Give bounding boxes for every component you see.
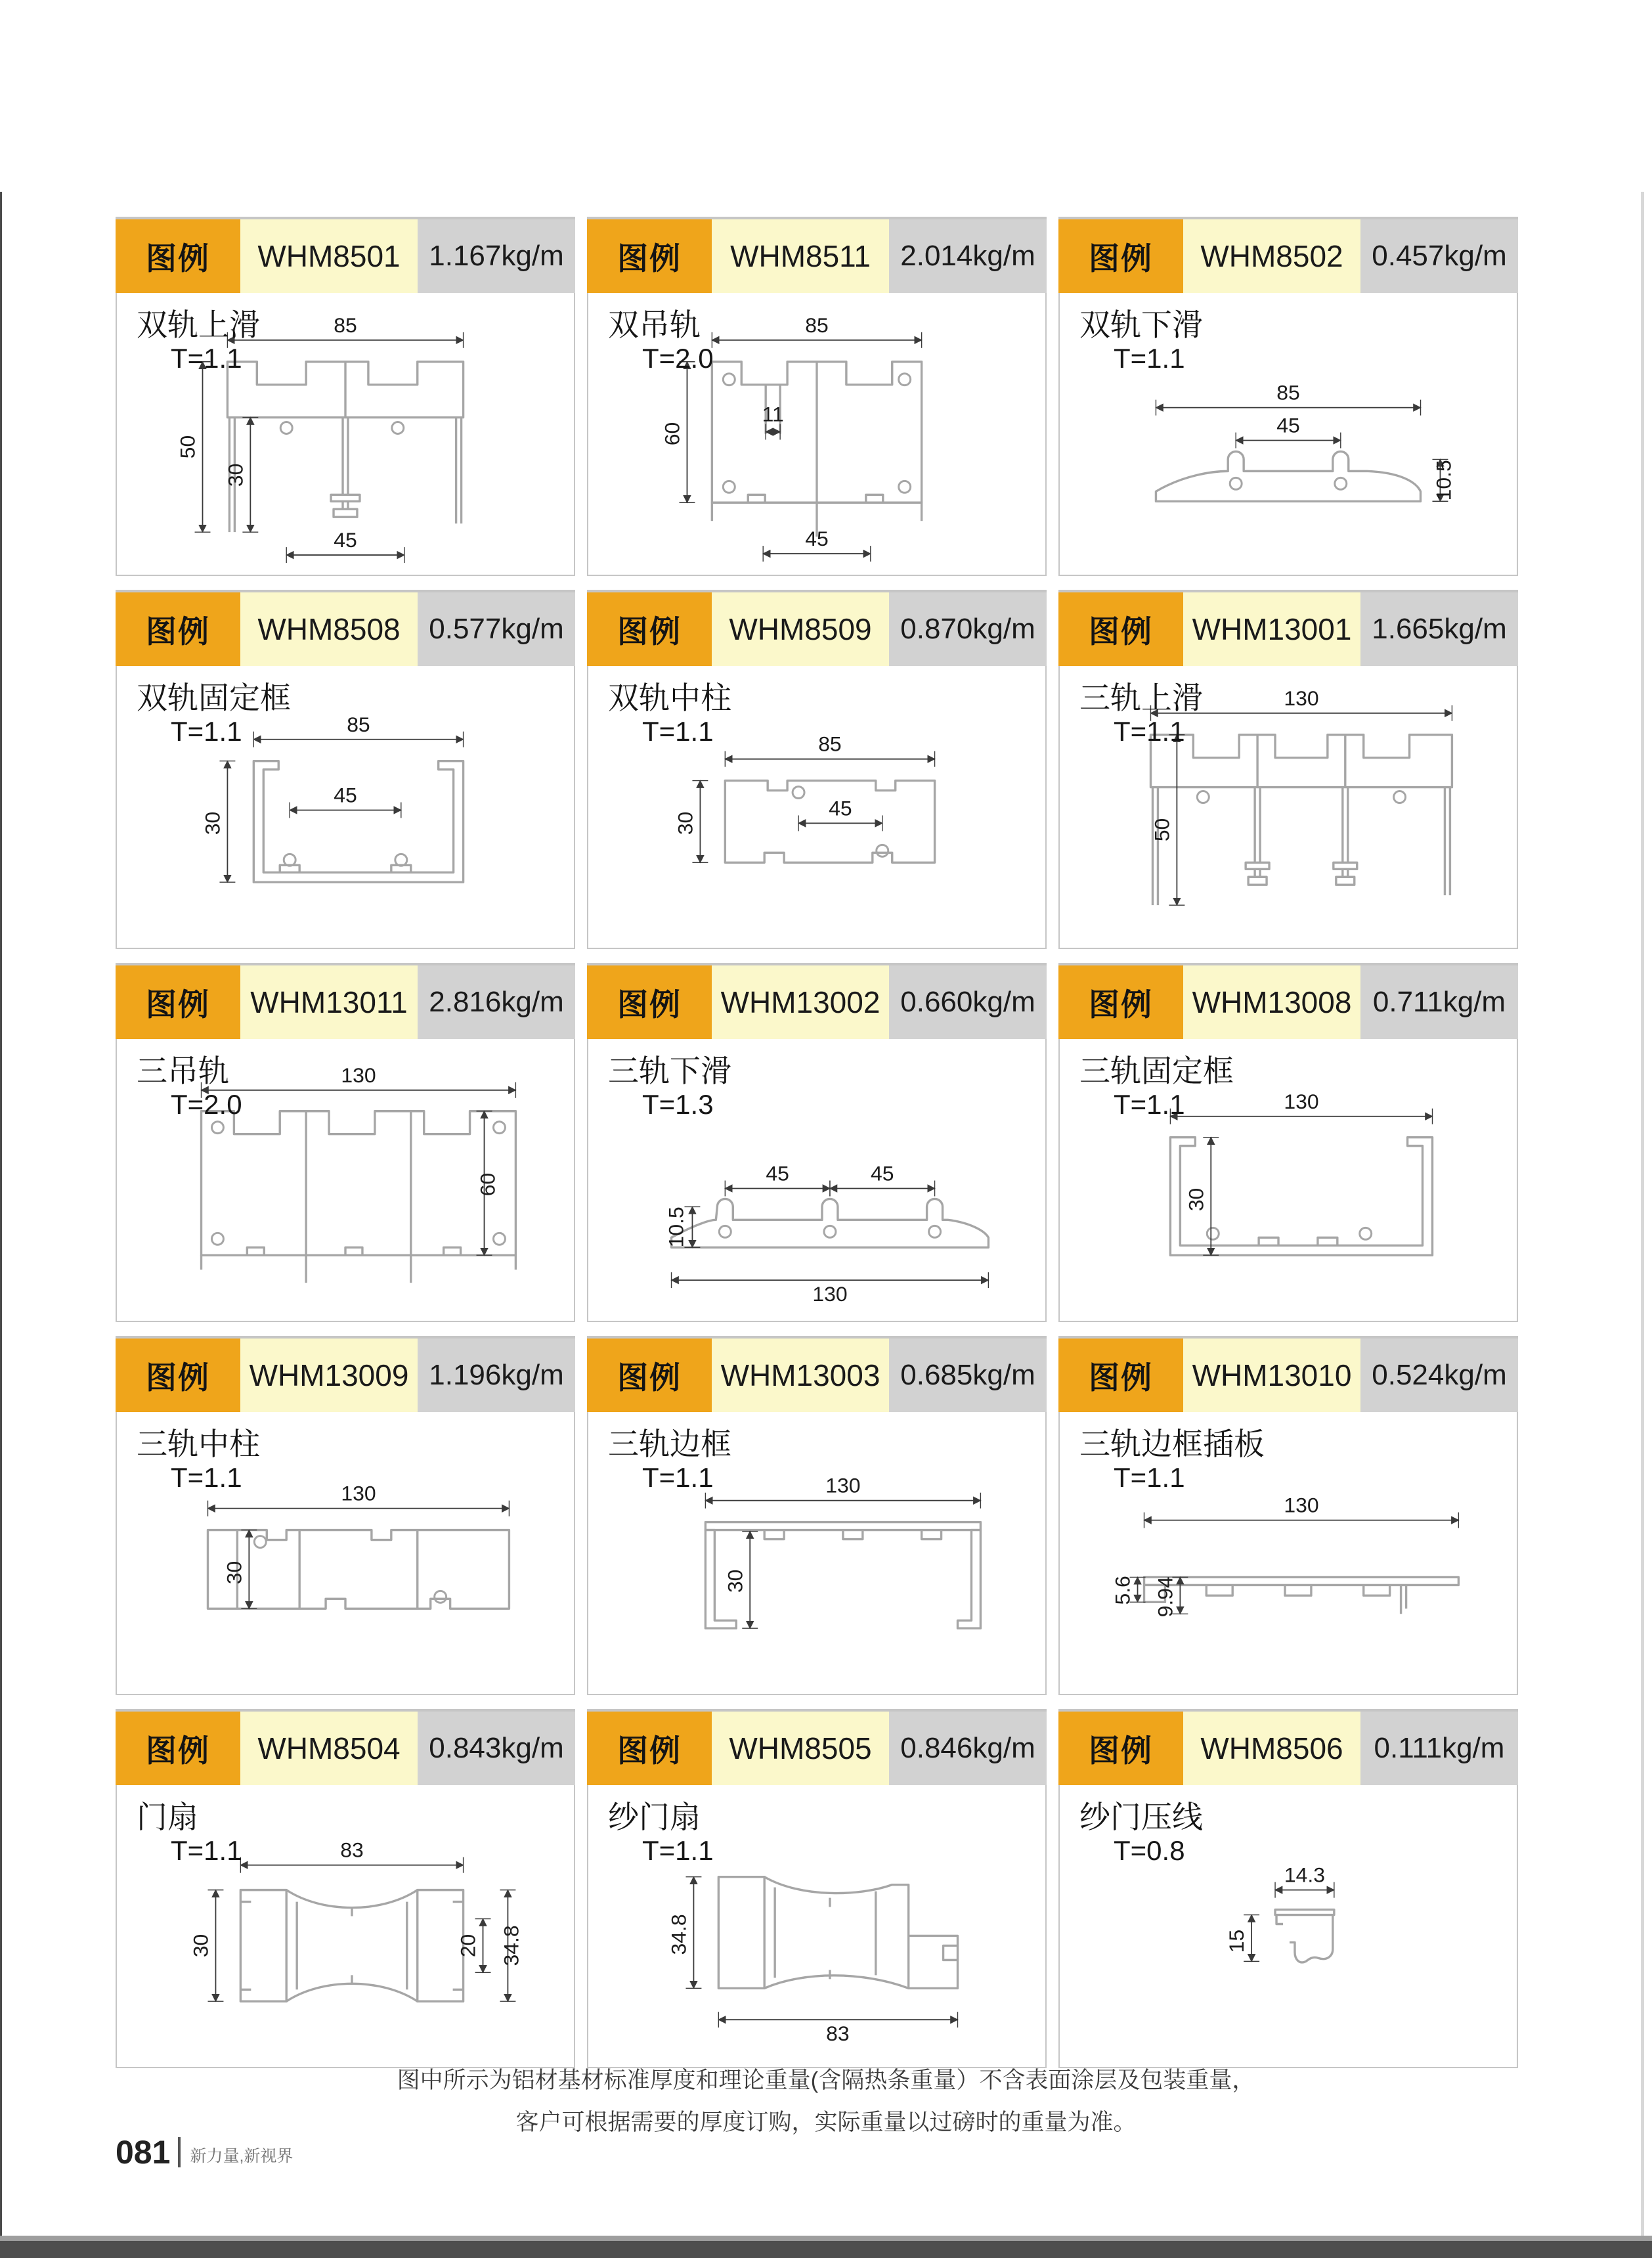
weight-value: 0.843kg/m (418, 1712, 575, 1785)
profile-outline (1290, 1915, 1333, 1962)
profile-cell (1058, 590, 1518, 948)
thickness-value: T=1.1 (642, 1462, 714, 1493)
profile-cell (116, 590, 575, 948)
dimension-label: 45 (805, 527, 829, 551)
legend-badge: 图例 (116, 1339, 240, 1412)
weight-value: 0.524kg/m (1360, 1339, 1518, 1412)
dimension-label: 50 (175, 435, 200, 459)
legend-badge: 图例 (1058, 592, 1183, 666)
cell-header (1058, 1336, 1518, 1412)
profile-outline (1246, 862, 1269, 869)
dimension-label: 34.8 (666, 1914, 691, 1955)
dimension-label: 30 (200, 811, 225, 835)
profile-name: 三轨固定框 (1079, 1053, 1234, 1088)
dimension-label: 45 (334, 528, 357, 552)
weight-value: 2.014kg/m (889, 219, 1047, 293)
profile-outline (334, 509, 357, 517)
footer-note (0, 2060, 1652, 2144)
dimension-label: 45 (1276, 413, 1300, 437)
cell-body (587, 1039, 1047, 1322)
product-code: WHM8504 (240, 1712, 418, 1785)
product-code: WHM13011 (240, 965, 418, 1039)
dimension-label: 83 (340, 1838, 364, 1862)
profile-name: 双轨中柱 (608, 680, 731, 715)
profile-outline (705, 1522, 980, 1530)
product-code: WHM8505 (712, 1712, 889, 1785)
cell-header (116, 963, 575, 1039)
profile-outline (672, 1199, 989, 1247)
profile-outline (1334, 862, 1357, 869)
cell-header (587, 1336, 1047, 1412)
dimension-label: 20 (456, 1934, 480, 1958)
dimension-label: 34.8 (499, 1925, 523, 1966)
weight-value: 0.685kg/m (889, 1339, 1047, 1412)
profile-cell (116, 1709, 575, 2067)
profile-outline (1336, 877, 1355, 885)
weight-value: 2.816kg/m (418, 965, 575, 1039)
thickness-value: T=1.1 (1114, 1089, 1185, 1120)
cell-body (587, 666, 1047, 949)
weight-value: 1.665kg/m (1360, 592, 1518, 666)
page-edge-right (1641, 192, 1644, 2241)
cell-header (116, 217, 575, 293)
profile-cell (1058, 963, 1518, 1321)
page-number: 081 (116, 2134, 171, 2171)
profile-outline (958, 1530, 981, 1629)
weight-value: 1.196kg/m (418, 1339, 575, 1412)
cell-body (1058, 1412, 1518, 1695)
profile-name: 双轨下滑 (1079, 307, 1203, 342)
dimension-label: 130 (812, 1282, 848, 1306)
thickness-value: T=1.1 (1114, 1462, 1185, 1493)
dimension-label: 9.94 (1153, 1576, 1177, 1618)
dimension-label: 14.3 (1284, 1863, 1325, 1887)
dimension-label: 30 (1184, 1187, 1208, 1212)
dimension-label: 85 (818, 732, 842, 756)
thickness-value: T=1.1 (171, 343, 242, 374)
thickness-value: T=0.8 (1114, 1835, 1185, 1866)
dimension-label: 15 (1225, 1929, 1249, 1953)
profile-outline (207, 1530, 509, 1609)
product-code: WHM13002 (712, 965, 889, 1039)
cell-header (116, 590, 575, 666)
legend-badge: 图例 (116, 1712, 240, 1785)
cell-body (116, 1039, 575, 1322)
product-code: WHM8509 (712, 592, 889, 666)
cell-body (1058, 1785, 1518, 2068)
cell-header (116, 1336, 575, 1412)
dimension-label: 10.5 (664, 1206, 688, 1248)
dimension-label: 45 (334, 783, 357, 807)
profile-name: 双轨上滑 (137, 307, 260, 342)
weight-value: 1.167kg/m (418, 219, 575, 293)
cell-body (587, 1412, 1047, 1695)
weight-value: 0.577kg/m (418, 592, 575, 666)
dimension-label: 83 (826, 2022, 850, 2046)
profile-cell (587, 217, 1047, 575)
profile-outline (764, 1976, 908, 1988)
product-code: WHM13008 (1183, 965, 1360, 1039)
weight-value: 0.660kg/m (889, 965, 1047, 1039)
thickness-value: T=1.1 (642, 1835, 714, 1866)
product-code: WHM13009 (240, 1339, 418, 1412)
legend-badge: 图例 (1058, 965, 1183, 1039)
thickness-value: T=2.0 (642, 343, 714, 374)
cell-header (1058, 963, 1518, 1039)
thickness-value: T=1.1 (1114, 716, 1185, 747)
cell-header (1058, 590, 1518, 666)
clip-circle (280, 422, 292, 434)
profile-outline (1276, 1915, 1283, 1924)
legend-badge: 图例 (1058, 1712, 1183, 1785)
profile-cell (587, 590, 1047, 948)
legend-badge: 图例 (587, 592, 712, 666)
profile-outline (843, 1530, 863, 1539)
profile-outline (922, 1530, 942, 1539)
profile-outline (1248, 877, 1267, 885)
cell-body (587, 1785, 1047, 2068)
profile-cell (1058, 217, 1518, 575)
dimension-label: 130 (825, 1473, 861, 1497)
legend-badge: 图例 (587, 1712, 712, 1785)
profile-name: 纱门压线 (1079, 1800, 1203, 1834)
thickness-value: T=1.1 (642, 716, 714, 747)
thickness-value: T=1.1 (171, 1835, 242, 1866)
dimension-label: 30 (222, 1561, 246, 1585)
dimension-label: 60 (475, 1172, 500, 1197)
cell-body (116, 293, 575, 576)
clip-circle (392, 422, 404, 434)
clip-circle (1207, 1228, 1219, 1239)
profile-outline (331, 495, 360, 501)
profile-cell (1058, 1336, 1518, 1694)
cell-body (587, 293, 1047, 576)
dimension-label: 30 (223, 463, 248, 487)
cell-body (116, 1785, 575, 2068)
profile-outline (240, 1890, 286, 2002)
dimension-label: 130 (1284, 1493, 1319, 1517)
dimension-label: 130 (341, 1063, 376, 1087)
cell-body (116, 1412, 575, 1695)
cell-body (1058, 1039, 1518, 1322)
profile-name: 三轨上滑 (1079, 680, 1203, 715)
profile-outline (725, 781, 934, 863)
profile-outline (1285, 1585, 1311, 1595)
dimension-label: 130 (1284, 1089, 1319, 1113)
thickness-value: T=2.0 (171, 1089, 242, 1120)
profile-name: 三轨中柱 (137, 1427, 260, 1461)
profile-name: 三轨边框 (608, 1427, 731, 1461)
profile-cell (116, 963, 575, 1321)
cell-header (587, 963, 1047, 1039)
profile-cell (116, 217, 575, 575)
legend-badge: 图例 (116, 219, 240, 293)
profile-name: 三吊轨 (137, 1053, 229, 1088)
legend-badge: 图例 (1058, 1339, 1183, 1412)
profile-name: 双吊轨 (608, 307, 701, 342)
product-code: WHM8501 (240, 219, 418, 293)
product-code: WHM13003 (712, 1339, 889, 1412)
cell-header (587, 217, 1047, 293)
dimension-label: 130 (1284, 686, 1319, 710)
profile-outline (1364, 1585, 1390, 1595)
thickness-value: T=1.1 (1114, 343, 1185, 374)
thickness-value: T=1.3 (642, 1089, 714, 1120)
clip-circle (1197, 791, 1209, 803)
dimension-label: 30 (723, 1569, 747, 1593)
thickness-value: T=1.1 (171, 716, 242, 747)
dimension-label: 30 (188, 1934, 213, 1958)
cell-body (1058, 293, 1518, 576)
dimension-label: 45 (829, 796, 852, 820)
profile-outline (764, 1877, 908, 1936)
profile-outline (1144, 1577, 1459, 1585)
dimension-label: 85 (1276, 380, 1300, 405)
profile-name: 门扇 (137, 1800, 198, 1834)
weight-value: 0.870kg/m (889, 592, 1047, 666)
footer-divider (178, 2137, 181, 2167)
cell-header (116, 1709, 575, 1785)
legend-badge: 图例 (587, 1339, 712, 1412)
footer-note-line2: 客户可根据需要的厚度订购，实际重量以过磅时的重量为准。 (515, 2110, 1137, 2135)
dimension-label: 30 (673, 811, 697, 835)
profile-outline (764, 1530, 784, 1539)
dimension-label: 10.5 (1431, 460, 1456, 501)
product-code: WHM8506 (1183, 1712, 1360, 1785)
page-footer (116, 2133, 293, 2171)
profile-cell (587, 963, 1047, 1321)
profile-outline (1156, 451, 1420, 501)
dimension-label: 5.6 (1110, 1576, 1135, 1605)
cell-body (116, 666, 575, 949)
cell-body (1058, 666, 1518, 949)
clip-circle (1394, 791, 1406, 803)
profile-name: 纱门扇 (608, 1800, 701, 1834)
product-code: WHM13001 (1183, 592, 1360, 666)
product-code: WHM8502 (1183, 219, 1360, 293)
profile-outline (286, 1983, 418, 2001)
page-tagline: 新力量,新视界 (190, 2147, 293, 2165)
product-code: WHM13010 (1183, 1339, 1360, 1412)
profile-outline (286, 1890, 418, 1908)
dimension-label: 50 (1150, 818, 1174, 842)
profile-outline (1318, 1237, 1337, 1245)
weight-value: 0.711kg/m (1360, 965, 1518, 1039)
dimension-label: 11 (762, 402, 784, 426)
cell-header (1058, 1709, 1518, 1785)
dimension-label: 45 (871, 1161, 894, 1185)
weight-value: 0.846kg/m (889, 1712, 1047, 1785)
page-bottom-edge-light (0, 2236, 1652, 2241)
dimension-label: 45 (766, 1161, 789, 1185)
weight-value: 0.457kg/m (1360, 219, 1518, 293)
weight-value: 0.111kg/m (1360, 1712, 1518, 1785)
legend-badge: 图例 (587, 965, 712, 1039)
profile-cell (587, 1336, 1047, 1694)
page-bottom-edge (0, 2241, 1652, 2258)
profile-name: 三轨下滑 (608, 1053, 731, 1088)
footer-note-line1: 图中所示为铝材基材标准厚度和理论重量(含隔热条重量）不含表面涂层及包装重量， (397, 2068, 1255, 2093)
legend-badge: 图例 (116, 965, 240, 1039)
dimension-label: 85 (805, 313, 829, 337)
cell-header (587, 590, 1047, 666)
product-code: WHM8511 (712, 219, 889, 293)
dimension-label: 85 (334, 313, 357, 337)
profile-cell (116, 1336, 575, 1694)
dimension-label: 60 (660, 422, 684, 446)
dimension-label: 130 (341, 1481, 376, 1505)
profile-cell (1058, 1709, 1518, 2067)
product-code: WHM8508 (240, 592, 418, 666)
profile-outline (909, 1936, 958, 1988)
profile-outline (1275, 1910, 1334, 1915)
thickness-value: T=1.1 (171, 1462, 242, 1493)
legend-badge: 图例 (116, 592, 240, 666)
page-edge-left (0, 192, 2, 2241)
legend-badge: 图例 (1058, 219, 1183, 293)
cell-header (1058, 217, 1518, 293)
profile-outline (1206, 1585, 1232, 1595)
dimension-label: 85 (347, 712, 370, 736)
profile-outline (202, 1111, 516, 1255)
profile-name: 三轨边框插板 (1079, 1427, 1265, 1461)
cell-header (587, 1709, 1047, 1785)
profile-outline (718, 1877, 764, 1989)
profile-outline (1150, 735, 1452, 787)
clip-circle (1360, 1228, 1372, 1239)
profile-name: 双轨固定框 (137, 680, 291, 715)
profile-outline (1259, 1237, 1278, 1245)
legend-badge: 图例 (587, 219, 712, 293)
profile-cell (587, 1709, 1047, 2067)
